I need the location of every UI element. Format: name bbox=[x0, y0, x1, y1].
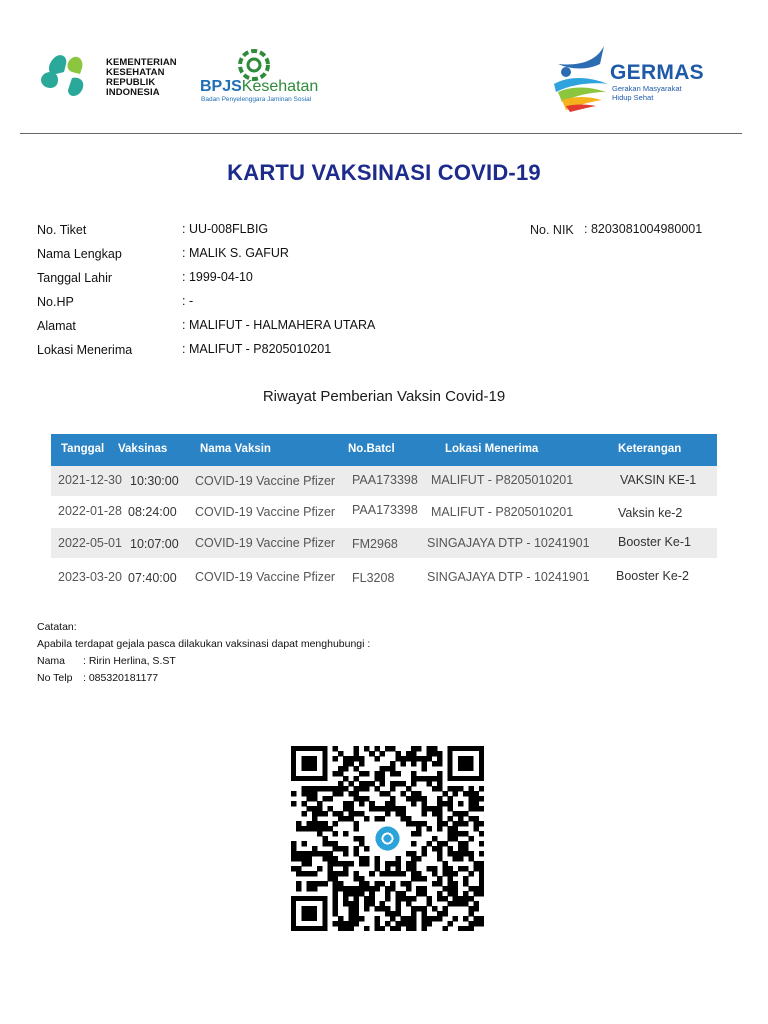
notes-text: Apabila terdapat gejala pasca dilakukan vaksinasi dapat menghubungi : bbox=[37, 638, 371, 650]
cell-vaccine: COVID-19 Vaccine Pfizer bbox=[195, 570, 336, 584]
kemenkes-line: KESEHATAN bbox=[106, 67, 165, 78]
nik-label: No. NIK bbox=[530, 223, 574, 237]
phone-value: : - bbox=[182, 294, 194, 308]
cell-vaccine: COVID-19 Vaccine Pfizer bbox=[195, 474, 336, 488]
cell-batch: FL3208 bbox=[352, 571, 395, 585]
page-title: KARTU VAKSINASI COVID-19 bbox=[227, 160, 541, 185]
birthdate-value: : 1999-04-10 bbox=[182, 270, 253, 284]
birthdate-label: Tanggal Lahir bbox=[37, 271, 113, 285]
qr-code bbox=[291, 746, 484, 931]
cell-time: 07:40:00 bbox=[128, 571, 177, 585]
history-title: Riwayat Pemberian Vaksin Covid-19 bbox=[262, 388, 506, 405]
kemenkes-line: KEMENTERIAN bbox=[106, 57, 177, 68]
location-value: : MALIFUT - P8205010201 bbox=[182, 342, 332, 356]
cell-remarks: Vaksin ke-2 bbox=[618, 506, 683, 520]
column-header-location: Lokasi Menerima bbox=[445, 443, 539, 455]
cell-location: MALIFUT - P8205010201 bbox=[431, 505, 574, 519]
column-header-time: Vaksinas bbox=[118, 443, 168, 455]
bpjs-subtitle: Badan Penyelenggara Jaminan Sosial bbox=[201, 96, 312, 103]
contact-name-value: : Ririn Herlina, S.ST bbox=[83, 655, 176, 667]
fullname-value: : MALIK S. GAFUR bbox=[182, 246, 289, 260]
cell-batch: PAA173398 bbox=[352, 503, 418, 517]
ticket-label: No. Tiket bbox=[37, 223, 87, 237]
contact-name-label: Nama bbox=[37, 655, 66, 667]
kemenkes-line: INDONESIA bbox=[106, 87, 160, 98]
cell-location: SINGAJAYA DTP - 10241901 bbox=[427, 570, 590, 584]
kemenkes-logo bbox=[38, 52, 100, 100]
cell-date: 2023-03-20 bbox=[58, 570, 122, 584]
germas-logo-icon bbox=[548, 40, 616, 112]
cell-date: 2022-01-28 bbox=[58, 504, 122, 518]
phone-label: No.HP bbox=[37, 295, 74, 309]
cell-date: 2021-12-30 bbox=[58, 473, 122, 487]
header-divider bbox=[20, 133, 742, 134]
column-header-vaccine: Nama Vaksin bbox=[200, 443, 271, 455]
cell-remarks: Booster Ke-1 bbox=[618, 535, 691, 549]
column-header-date: Tanggal bbox=[61, 443, 105, 455]
bpjs-logo-icon bbox=[236, 48, 272, 82]
germas-subtitle bbox=[612, 85, 682, 102]
cell-remarks: VAKSIN KE-1 bbox=[620, 473, 697, 487]
column-header-remarks: Keterangan bbox=[618, 443, 682, 455]
bpjs-title-b: Kesehatan bbox=[241, 78, 319, 95]
cell-location: MALIFUT - P8205010201 bbox=[431, 473, 574, 487]
cell-batch: FM2968 bbox=[352, 537, 398, 551]
cell-time: 10:07:00 bbox=[130, 537, 179, 551]
cell-date: 2022-05-01 bbox=[58, 536, 122, 550]
location-label: Lokasi Menerima bbox=[37, 343, 133, 357]
address-value: : MALIFUT - HALMAHERA UTARA bbox=[182, 318, 376, 332]
bpjs-title bbox=[200, 78, 318, 96]
cell-batch: PAA173398 bbox=[352, 473, 418, 487]
column-header-batch: No.Batcl bbox=[348, 443, 395, 455]
nik-value: : 8203081004980001 bbox=[584, 222, 703, 236]
germas-sub-line: Hidup Sehat bbox=[612, 92, 654, 102]
kemenkes-name bbox=[106, 58, 177, 98]
notes-heading: Catatan: bbox=[37, 621, 77, 633]
cell-vaccine: COVID-19 Vaccine Pfizer bbox=[195, 505, 336, 519]
cell-vaccine: COVID-19 Vaccine Pfizer bbox=[195, 536, 336, 550]
cell-remarks: Booster Ke-2 bbox=[616, 569, 689, 583]
cell-time: 08:24:00 bbox=[128, 505, 177, 519]
germas-sub-line: Gerakan Masyarakat bbox=[612, 84, 682, 93]
fullname-label: Nama Lengkap bbox=[37, 247, 122, 261]
germas-title: GERMAS bbox=[610, 61, 704, 84]
cell-time: 10:30:00 bbox=[130, 474, 179, 488]
cell-location: SINGAJAYA DTP - 10241901 bbox=[427, 536, 590, 550]
contact-phone-label: No Telp bbox=[37, 672, 73, 684]
ticket-value: : UU-008FLBIG bbox=[182, 222, 269, 236]
contact-phone-value: : 085320181177 bbox=[83, 672, 159, 684]
kemenkes-line: REPUBLIK bbox=[106, 77, 156, 88]
address-label: Alamat bbox=[37, 319, 76, 333]
bpjs-title-a: BPJS bbox=[200, 78, 242, 95]
